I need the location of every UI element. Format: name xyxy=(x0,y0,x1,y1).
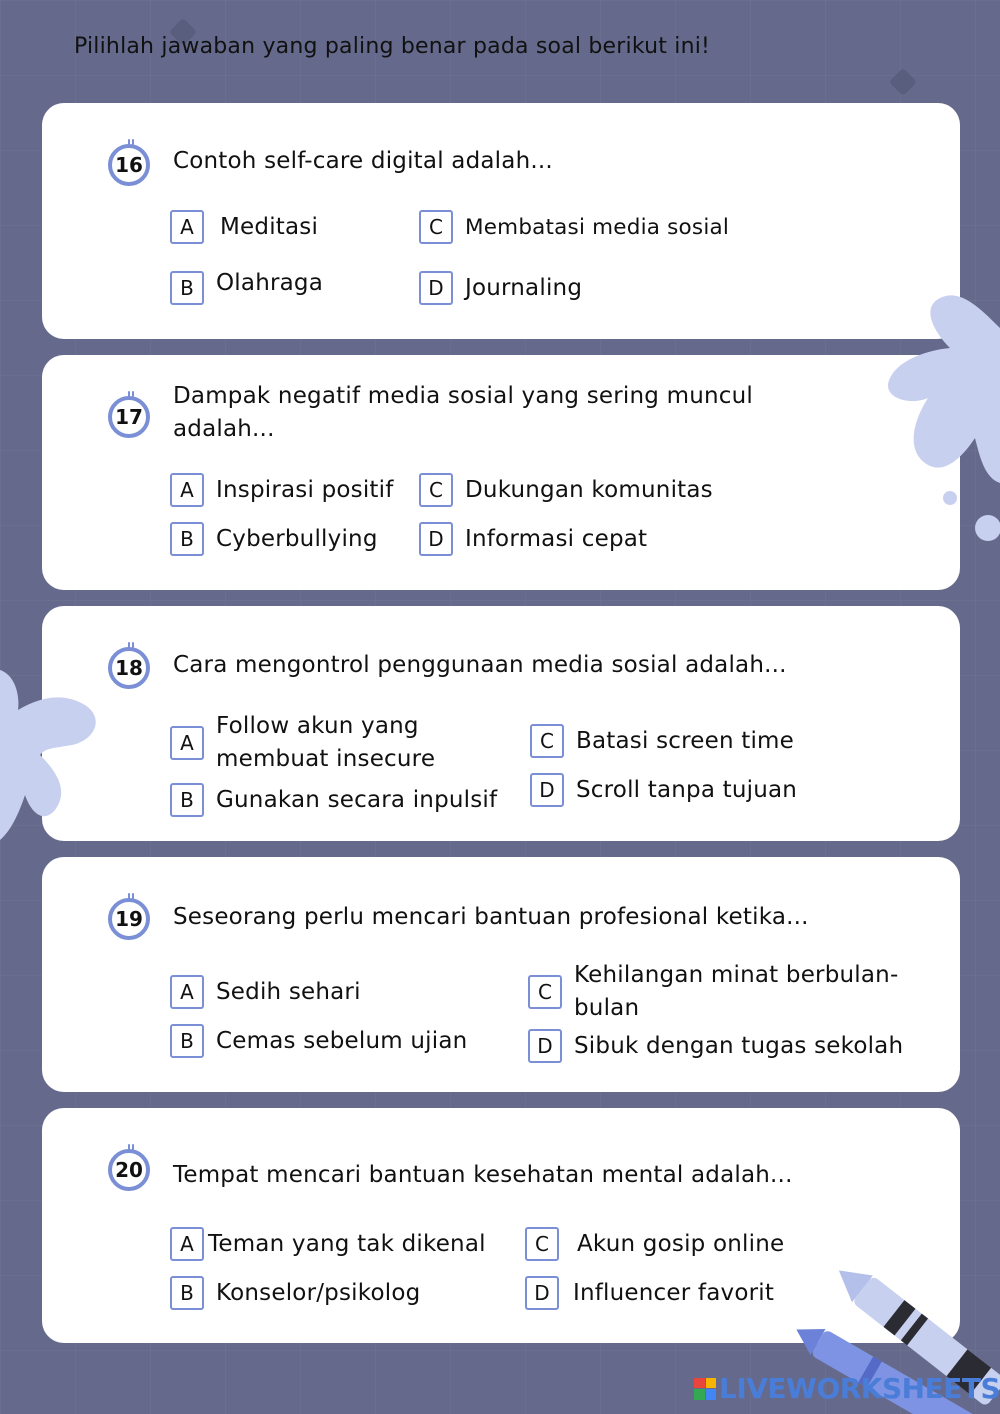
paint-splash-left xyxy=(0,670,110,850)
option-a[interactable] xyxy=(170,473,394,507)
option-text: Olahraga xyxy=(216,269,324,296)
question-text: Tempat mencari bantuan kesehatan mental adalah... xyxy=(173,1162,793,1188)
option-b[interactable] xyxy=(170,1024,467,1058)
option-b[interactable] xyxy=(170,783,497,817)
question-card-17 xyxy=(42,355,960,590)
option-d[interactable] xyxy=(525,1276,774,1310)
option-letter[interactable]: B xyxy=(170,522,204,556)
option-a[interactable] xyxy=(170,1227,486,1261)
question-card-19 xyxy=(42,857,960,1092)
option-letter[interactable]: B xyxy=(170,1276,204,1310)
option-letter[interactable]: C xyxy=(530,724,564,758)
option-letter[interactable]: B xyxy=(170,1024,204,1058)
option-c[interactable] xyxy=(528,959,934,1025)
option-c[interactable] xyxy=(419,473,713,507)
option-letter[interactable]: A xyxy=(170,210,204,244)
option-text: Sibuk dengan tugas sekolah xyxy=(574,1032,904,1059)
option-letter[interactable]: A xyxy=(170,1227,204,1261)
option-c[interactable] xyxy=(530,724,794,758)
option-c[interactable] xyxy=(525,1227,784,1261)
option-d[interactable] xyxy=(530,773,797,807)
option-letter[interactable]: C xyxy=(528,975,562,1009)
option-letter[interactable]: C xyxy=(419,473,453,507)
question-number-badge: 18 xyxy=(108,647,150,689)
option-b[interactable] xyxy=(170,522,378,556)
question-card-16 xyxy=(42,103,960,339)
instruction-text: Pilihlah jawaban yang paling benar pada soal berikut ini! xyxy=(74,34,711,59)
decor-diamond xyxy=(885,64,921,100)
option-letter[interactable]: D xyxy=(525,1276,559,1310)
option-text: Cyberbullying xyxy=(216,525,378,552)
option-a[interactable] xyxy=(170,210,318,244)
question-text: Seseorang perlu mencari bantuan profesional ketika... xyxy=(173,904,809,930)
option-text: Batasi screen time xyxy=(576,727,795,754)
option-d[interactable] xyxy=(419,271,582,305)
liveworksheets-watermark xyxy=(694,1372,1000,1405)
liveworksheets-logo-icon xyxy=(694,1378,716,1400)
option-text: Gunakan secara inpulsif xyxy=(216,786,498,813)
option-text: Follow akun yang membuat insecure xyxy=(216,713,436,772)
option-letter[interactable]: C xyxy=(419,210,453,244)
question-text: Contoh self-care digital adalah... xyxy=(173,148,553,174)
option-text: Kehilangan minat berbulan-bulan xyxy=(574,962,899,1021)
option-a[interactable] xyxy=(170,975,361,1009)
option-text: Meditasi xyxy=(220,213,319,240)
option-letter[interactable]: B xyxy=(170,271,204,305)
question-number-badge: 17 xyxy=(108,396,150,438)
option-d[interactable] xyxy=(528,1029,903,1063)
option-letter[interactable]: B xyxy=(170,783,204,817)
question-text: Cara mengontrol penggunaan media sosial adalah... xyxy=(173,652,787,678)
question-number-badge: 16 xyxy=(108,144,150,186)
option-letter[interactable]: D xyxy=(528,1029,562,1063)
option-letter[interactable]: C xyxy=(525,1227,559,1261)
option-text: Teman yang tak dikenal xyxy=(208,1230,486,1257)
option-letter[interactable]: D xyxy=(530,773,564,807)
option-text: Cemas sebelum ujian xyxy=(216,1027,468,1054)
paint-splash-right xyxy=(880,288,1000,558)
option-text: Scroll tanpa tujuan xyxy=(576,776,798,803)
option-text: Influencer favorit xyxy=(573,1279,775,1306)
option-a[interactable] xyxy=(170,710,476,776)
option-letter[interactable]: A xyxy=(170,726,204,760)
question-card-18 xyxy=(42,606,960,841)
question-number-badge: 19 xyxy=(108,898,150,940)
option-letter[interactable]: A xyxy=(170,473,204,507)
brand-text: LIVEWORKSHEETS xyxy=(719,1372,1000,1405)
option-letter[interactable]: D xyxy=(419,522,453,556)
option-letter[interactable]: D xyxy=(419,271,453,305)
option-letter[interactable]: A xyxy=(170,975,204,1009)
option-d[interactable] xyxy=(419,522,647,556)
option-b[interactable] xyxy=(170,1276,420,1310)
option-text: Inspirasi positif xyxy=(216,476,394,503)
option-text: Dukungan komunitas xyxy=(465,476,713,503)
question-text: Dampak negatif media sosial yang sering muncul adalah... xyxy=(173,383,753,442)
option-text: Konselor/psikolog xyxy=(216,1279,421,1306)
option-text: Membatasi media sosial xyxy=(465,214,730,240)
option-text: Sedih sehari xyxy=(216,978,361,1005)
option-text: Informasi cepat xyxy=(465,525,648,552)
option-text: Journaling xyxy=(465,274,583,301)
question-number-badge: 20 xyxy=(108,1149,150,1191)
option-c[interactable] xyxy=(419,210,729,244)
option-b[interactable] xyxy=(170,271,323,305)
option-text: Akun gosip online xyxy=(577,1230,785,1257)
